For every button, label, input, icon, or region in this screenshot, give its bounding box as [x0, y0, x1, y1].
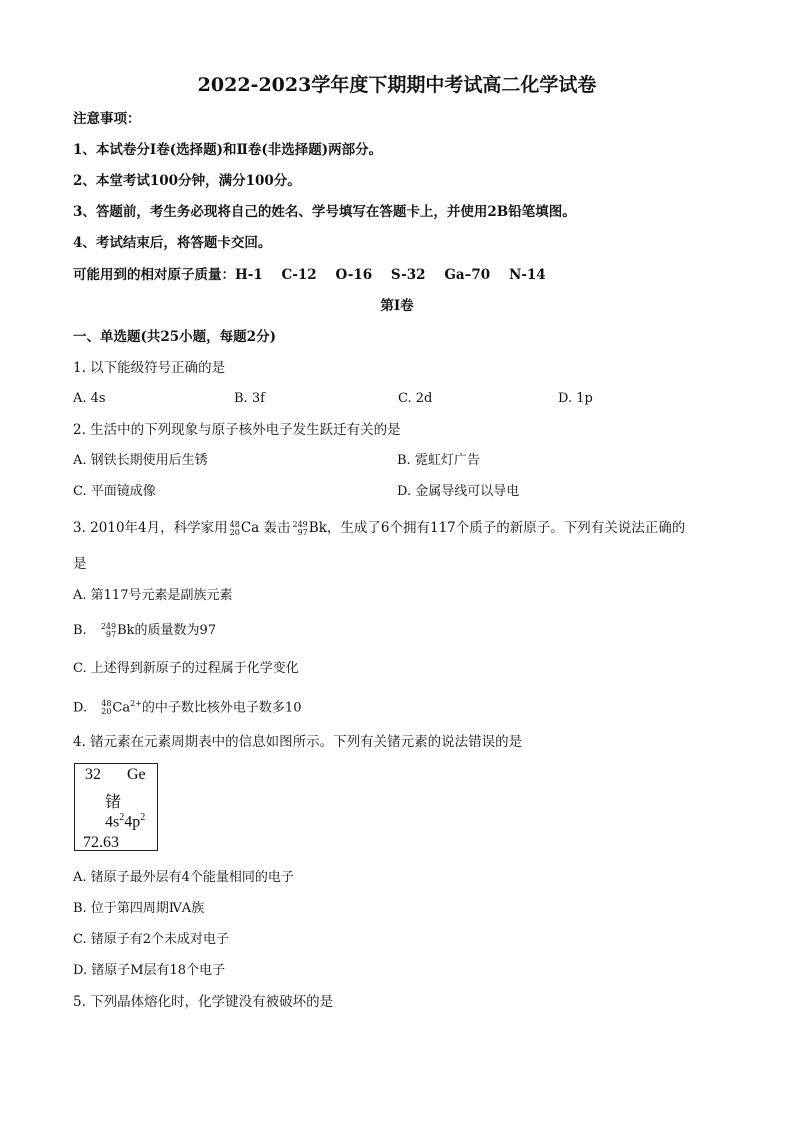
question-2-option-a: A. 钢铁长期使用后生锈 [73, 453, 208, 468]
berkelium-mass-number: 249 [292, 519, 308, 529]
question-3-stem-part-3: ，生成了6个拥有117个质子的新原子。下列有关说法正确的 [326, 520, 686, 536]
element-atomic-number: 32 [85, 766, 101, 783]
volume-title: 第Ⅰ卷 [380, 298, 414, 314]
element-name: 锗 [105, 792, 122, 811]
question-5-stem: 5. 下列晶体熔化时，化学键没有被破坏的是 [73, 994, 334, 1010]
question-3-stem-part-2: 轰击 [263, 520, 291, 536]
config-4p: 4p [124, 813, 141, 831]
notice-item-1: 1、本试卷分Ⅰ卷(选择题)和Ⅱ卷(非选择题)两部分。 [73, 142, 383, 158]
option-d-nuclide-indices [101, 700, 111, 716]
calcium-mass-number: 48 [229, 519, 240, 529]
question-1-option-a: A. 4s [73, 391, 106, 406]
question-4-option-b: B. 位于第四周期ⅣA族 [73, 901, 205, 916]
calcium-atomic-number: 20 [229, 527, 240, 537]
question-3-stem-end: 是 [73, 556, 87, 572]
option-d-atomic-number: 20 [101, 706, 112, 716]
notice-item-3: 3、答题前，考生务必现将自己的姓名、学号填写在答题卡上，并使用2B铅笔填图。 [73, 204, 576, 220]
question-3-option-a: A. 第117号元素是副族元素 [73, 588, 233, 603]
option-d-mass-number: 48 [101, 698, 112, 708]
question-3-stem-part-1: 3. 2010年4月，科学家用 [73, 520, 228, 536]
question-3-stem [73, 519, 685, 537]
option-b-mass-number: 249 [100, 621, 117, 631]
element-symbol: Ge [127, 766, 146, 783]
notice-item-4: 4、考试结束后，将答题卡交回。 [73, 235, 272, 251]
option-b-nuclide-indices [101, 623, 116, 639]
question-2-option-b: B. 霓虹灯广告 [397, 453, 480, 468]
question-1-option-b: B. 3f [234, 391, 265, 406]
question-1-stem: 1. 以下能级符号正确的是 [73, 360, 226, 376]
page-title: 2022-2023学年度下期期中考试高二化学试卷 [197, 74, 597, 96]
question-3-option-b-letter: B. [73, 623, 87, 638]
config-4p-count: 2 [140, 812, 146, 823]
section-title: 一、单选题(共25小题，每题2分) [73, 329, 276, 345]
question-2-option-c: C. 平面镜成像 [73, 484, 156, 499]
calcium-symbol: Ca [240, 520, 260, 536]
element-electron-config [105, 812, 145, 831]
notice-heading: 注意事项： [73, 111, 141, 127]
config-4s: 4s [105, 813, 120, 831]
berkelium-symbol: Bk [308, 520, 327, 536]
question-3-option-d-text: 的中子数比核外电子数多10 [141, 700, 302, 716]
question-3-option-d-letter: D. [73, 700, 88, 716]
question-1-option-d: D. 1p [558, 391, 593, 406]
question-4-option-c: C. 锗原子有2个未成对电子 [73, 932, 230, 947]
question-1-option-c: C. 2d [398, 391, 433, 406]
calcium-nuclide-indices [230, 521, 240, 537]
option-b-atomic-number: 97 [105, 629, 117, 639]
element-atomic-mass: 72.63 [83, 834, 119, 851]
option-d-ion-charge: 2+ [130, 699, 142, 708]
question-4-stem: 4. 锗元素在元素周期表中的信息如图所示。下列有关锗元素的说法错误的是 [73, 734, 523, 750]
atomic-masses: 可能用到的相对原子质量：H-1 C-12 O-16 S-32 Ga–70 N-14 [73, 267, 546, 283]
berkelium-atomic-number: 97 [297, 527, 308, 537]
berkelium-nuclide-indices [293, 521, 308, 537]
question-2-option-d: D. 金属导线可以导电 [397, 484, 520, 499]
question-3-option-b-text: 的质量数为97 [134, 623, 217, 638]
option-d-symbol: Ca [112, 700, 131, 716]
question-4-option-d: D. 锗原子M层有18个电子 [73, 963, 226, 978]
question-3-option-b [73, 622, 216, 640]
question-2-stem: 2. 生活中的下列现象与原子核外电子发生跃迁有关的是 [73, 422, 401, 438]
germanium-element-card [74, 763, 158, 851]
question-4-option-a: A. 锗原子最外层有4个能量相同的电子 [73, 870, 294, 885]
question-3-option-c: C. 上述得到新原子的过程属于化学变化 [73, 661, 299, 676]
notice-item-2: 2、本堂考试100分钟，满分100分。 [73, 173, 301, 189]
config-4s-count: 2 [119, 812, 125, 823]
option-b-symbol: Bk [117, 623, 135, 638]
question-3-option-d [73, 695, 301, 717]
